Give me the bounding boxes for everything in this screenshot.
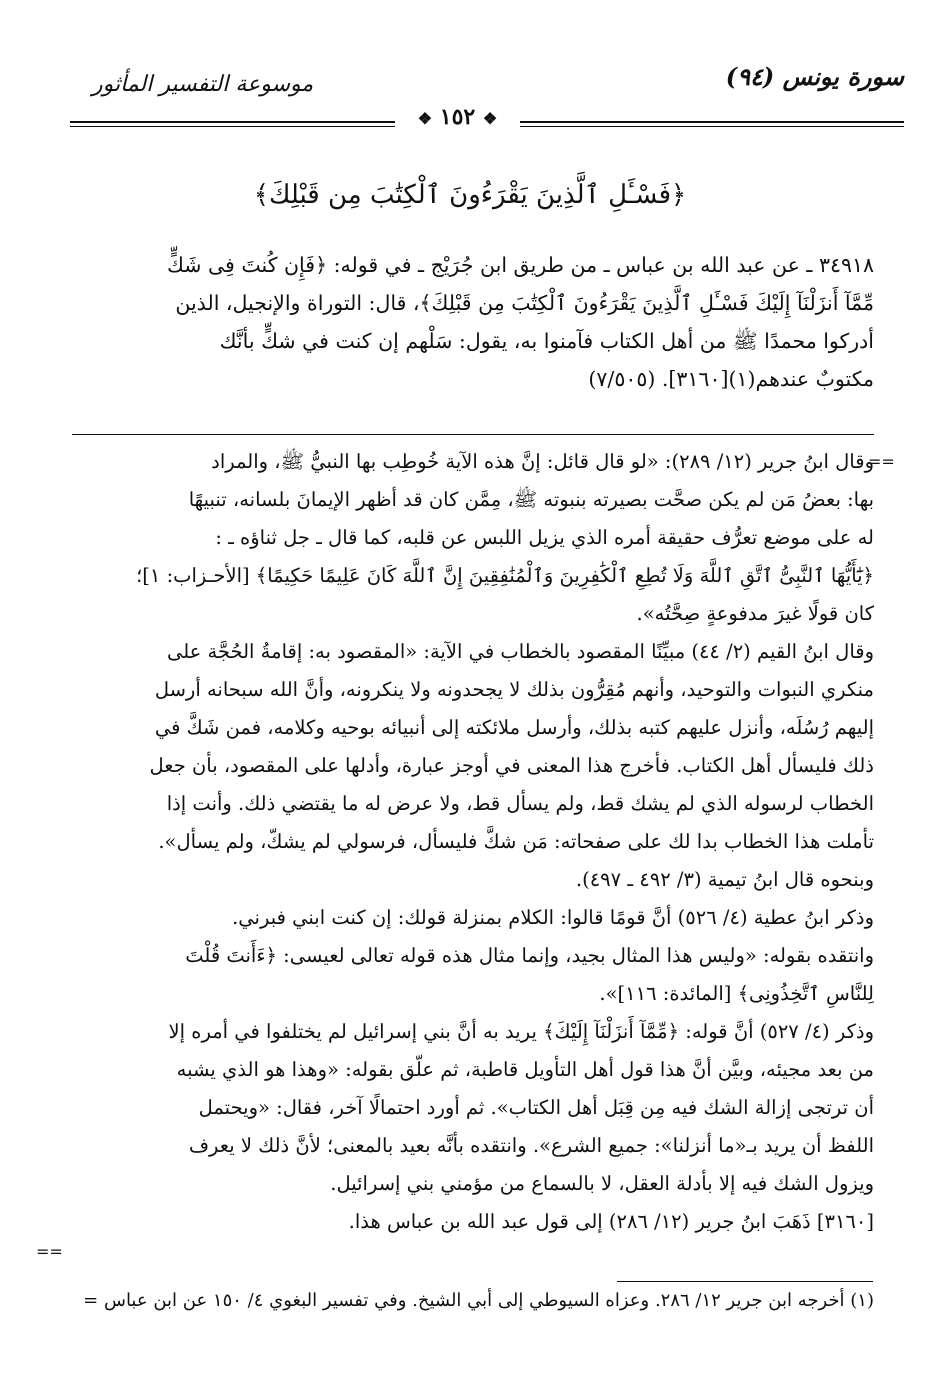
commentary-line: له على موضع تعرُّف حقيقة أمره الذي يزيل اللبس عن قلبه، كما قال ـ جل ثناؤه ـ : xyxy=(215,526,874,549)
footnote-rule xyxy=(617,1281,873,1282)
continuation-marker: = xyxy=(83,1290,99,1311)
commentary-line: اللفظ أن يريد بـ«ما أنزلنا»: جميع الشرع». وانتقده بأنَّه بعيد بالمعنى؛ لأنَّ ذلك لا يعرف xyxy=(188,1134,874,1157)
commentary-line: وقال ابنُ القيم (٢/ ٤٤) مبيِّنًا المقصود بالخطاب في الآية: «المقصود به: إقامةُ الحُجَّة على xyxy=(166,640,874,663)
narration-block xyxy=(72,246,874,398)
commentary-line: وانتقده بقوله: «وليس هذا المثال بجيد، وإنما مثال هذه قوله تعالى لعيسى: ﴿ءَأَنتَ قُلْتَ xyxy=(185,944,874,967)
commentary-line: إليهم رُسُلَه، وأنزل عليهم كتبه بذلك، وأرسل ملائكته إلى أنبيائه بوحيه وكلامه، فمن شَكَّ في xyxy=(154,716,874,739)
commentary-line: منكري النبوات والتوحيد، وأنهم مُقِرُّون بذلك لا يجحدونه ولا ينكرونه، وأنَّ الله سبحانه أرسل xyxy=(154,678,874,701)
commentary-block xyxy=(72,443,874,1241)
section-divider xyxy=(72,434,874,435)
continuation-marker: == xyxy=(868,452,895,471)
commentary-line: الخطاب لرسوله الذي لم يشك قط، ولم يسأل قط، ولا عرض له ما يقتضي ذلك. وأنت إذا xyxy=(166,792,874,815)
narration-line: مِّمَّآ أَنزَلْنَآ إِلَيْكَ فَسْـَٔلِ ٱلَّذِينَ يَقْرَءُونَ ٱلْكِتَٰبَ مِن قَبْلِكَ﴾، قال: التوراة والإنجيل، الذين xyxy=(175,291,874,315)
commentary-line: أن ترتجى إزالة الشك فيه مِن قِبَل أهل الكتاب». ثم أورد احتمالًا آخر، فقال: «ويحتمل xyxy=(198,1096,874,1119)
commentary-line: ذلك فليسأل أهل الكتاب. فأخرج هذا المعنى في أوجز عبارة، وأدلها على المقصود، بأن جعل xyxy=(149,754,874,777)
commentary-line: وذكر (٤/ ٥٢٧) أنَّ قوله: ﴿مِّمَّآ أَنزَلْنَآ إِلَيْكَ﴾ يريد به أنَّ بني إسرائيل لم يختلفوا في أمره إلا xyxy=(168,1020,874,1043)
narration-line: أدركوا محمدًا ﷺ من أهل الكتاب فآمنوا به، يقول: سَلْهم إن كنت في شكٍّ بأنَّك xyxy=(219,329,874,353)
commentary-line: تأملت هذا الخطاب بدا لك على صفحاته: مَن شكَّ فليسأل، فرسولي لم يشكّ، ولم يسأل». xyxy=(158,830,874,853)
commentary-line: بها: بعضُ مَن لم يكن صحَّت بصيرته بنبوته ﷺ، مِمَّن كان قد أظهر الإيمانَ بلسانه، تنبيهًا xyxy=(188,488,874,511)
commentary-line: ﴿يَٰٓأَيُّهَا ٱلنَّبِىُّ ٱتَّقِ ٱللَّهَ وَلَا تُطِعِ ٱلْكَٰفِرِينَ وَٱلْمُنَٰفِقِينَ إِنَّ ٱللَّهَ كَانَ عَلِيمًا حَكِيمًا﴾ [الأحـزاب: ١]؛ xyxy=(136,564,874,587)
continuation-marker: == xyxy=(36,1242,63,1261)
commentary-line: وبنحوه قال ابنُ تيمية (٣/ ٤٩٢ ـ ٤٩٧). xyxy=(575,868,874,891)
book-title: موسوعة التفسير المأثور xyxy=(92,72,314,97)
footnote xyxy=(50,1290,874,1311)
commentary-line: من بعد مجيئه، وبيَّن أنَّ هذا قول أهل التأويل قاطبة، ثم علّق بقوله: «وهذا هو الذي يشبه xyxy=(176,1058,874,1081)
ornament-icon: ❖ xyxy=(417,109,433,128)
commentary-line: وقال ابنُ جرير (١٢/ ٢٨٩): «لو قال قائل: إنَّ هذه الآية خُوطِب بها النبيُّ ﷺ، والمراد xyxy=(211,450,874,473)
page-number: ❖ ١٥٢ ❖ xyxy=(395,104,520,130)
commentary-line: وذكر ابنُ عطية (٤/ ٥٢٦) أنَّ قومًا قالوا: الكلام بمنزلة قولك: إن كنت ابني فبرني. xyxy=(232,906,874,929)
commentary-line: لِلنَّاسِ ٱتَّخِذُونِى﴾ [المائدة: ١١٦]». xyxy=(599,982,874,1005)
commentary-line: [٣١٦٠] ذَهَبَ ابنُ جرير (١٢/ ٢٨٦) إلى قول عبد الله بن عباس هذا. xyxy=(348,1210,874,1233)
narration-line: ٣٤٩١٨ ـ عن عبد الله بن عباس ـ من طريق ابن جُرَيْج ـ في قوله: ﴿فَإِن كُنتَ فِى شَكٍّ xyxy=(167,253,874,277)
ornament-icon: ❖ xyxy=(482,109,498,128)
surah-label: سورة يونس (٩٤) xyxy=(725,62,904,91)
footnote-text: (١) أخرجه ابن جرير ١٢/ ٢٨٦. وعزاه السيوطي إلى أبي الشيخ. وفي تفسير البغوي ٤/ ١٥٠ عن ابن عباس xyxy=(103,1290,874,1311)
ayah-heading: ﴿فَسْـَٔلِ ٱلَّذِينَ يَقْرَءُونَ ٱلْكِتَٰبَ مِن قَبْلِكَ﴾ xyxy=(253,180,687,210)
commentary-line: ويزول الشك فيه إلا بأدلة العقل، لا بالسماع من مؤمني بني إسرائيل. xyxy=(330,1172,874,1195)
narration-line: مكتوبٌ عندهم(١)[٣١٦٠]. (٧/٥٠٥) xyxy=(588,367,874,391)
commentary-line: كان قولًا غيرَ مدفوعةٍ صِحَّتُه». xyxy=(636,602,874,625)
